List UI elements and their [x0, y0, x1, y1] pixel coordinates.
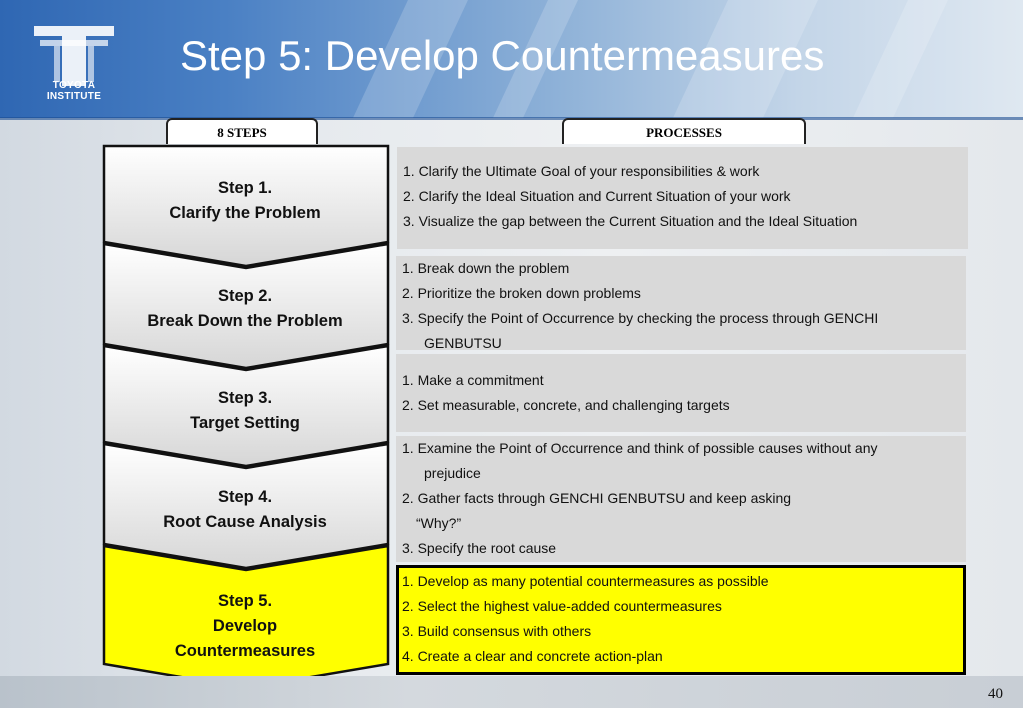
process-item: 1. Develop as many potential countermeasures as possible — [402, 573, 769, 589]
process-item: GENBUTSU — [424, 335, 502, 351]
header-divider — [0, 117, 1023, 120]
process-box-step-5-highlighted — [396, 565, 966, 675]
tab-8-steps: 8 STEPS — [166, 118, 318, 144]
process-box-step-1 — [397, 147, 968, 249]
process-item: 1. Make a commitment — [402, 372, 544, 388]
process-item: “Why?” — [416, 515, 462, 531]
page-title: Step 5: Develop Countermeasures — [180, 32, 825, 79]
process-item: 2. Prioritize the broken down problems — [402, 285, 641, 301]
step-4-label: Step 4. Root Cause Analysis — [163, 488, 327, 531]
process-box-step-3 — [396, 354, 966, 432]
process-item: 3. Visualize the gap between the Current Situation and the Ideal Situation — [403, 213, 858, 229]
tab-processes: PROCESSES — [562, 118, 806, 144]
process-item: 4. Create a clear and concrete action-plan — [402, 648, 663, 664]
process-item: 3. Specify the Point of Occurrence by checking the process through GENCHI — [402, 310, 879, 326]
process-item: 2. Select the highest value-added countermeasures — [402, 598, 722, 614]
process-item: 3. Specify the root cause — [402, 540, 557, 556]
step-3-label: Step 3. Target Setting — [190, 389, 300, 432]
footer-band — [0, 676, 1023, 708]
process-item: 1. Clarify the Ultimate Goal of your responsibilities & work — [403, 163, 760, 179]
process-item: 1. Break down the problem — [402, 260, 570, 276]
logo-text: TOYOTA INSTITUTE — [46, 80, 102, 102]
process-box-step-2 — [396, 256, 966, 350]
page-number: 40 — [988, 686, 1003, 702]
process-item: 2. Set measurable, concrete, and challenging targets — [402, 397, 730, 413]
process-box-step-4 — [396, 436, 966, 562]
process-item: prejudice — [424, 465, 481, 481]
process-item: 1. Examine the Point of Occurrence and think of possible causes without any — [402, 440, 878, 456]
process-item: 2. Gather facts through GENCHI GENBUTSU and keep asking — [402, 490, 792, 506]
step-2-label: Step 2. Break Down the Problem — [147, 287, 343, 330]
step-5-label: Step 5. Develop Countermeasures — [174, 592, 316, 660]
step-1-label: Step 1. Clarify the Problem — [169, 179, 321, 222]
process-item: 3. Build consensus with others — [402, 623, 592, 639]
process-item: 2. Clarify the Ideal Situation and Current Situation of your work — [403, 188, 791, 204]
